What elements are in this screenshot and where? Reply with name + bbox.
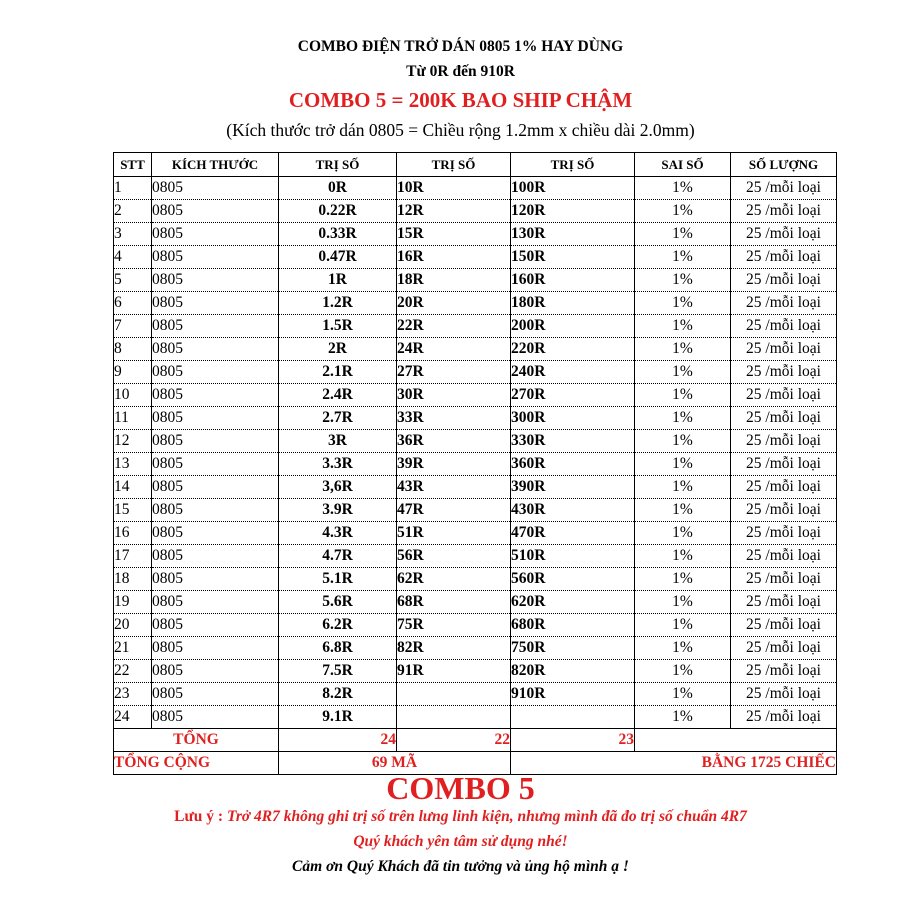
cell-size: 0805 [152,591,279,614]
cell-quantity: 25 /mỗi loại [731,568,837,591]
cell-value-1: 1.2R [279,292,397,315]
table-row [114,246,837,269]
cell-quantity: 25 /mỗi loại [731,200,837,223]
col-header-tolerance: SAI SỐ [635,153,731,177]
table-row [114,292,837,315]
cell-tolerance: 1% [635,706,731,729]
cell-stt: 1 [114,177,152,200]
table-row [114,315,837,338]
cell-size: 0805 [152,545,279,568]
cell-quantity: 25 /mỗi loại [731,499,837,522]
value-range: Từ 0R đến 910R [406,63,515,80]
cell-value-1: 4.3R [279,522,397,545]
cell-value-2: 82R [397,637,511,660]
cell-stt: 20 [114,614,152,637]
cell-value-3: 120R [511,200,635,223]
cell-tolerance: 1% [635,637,731,660]
cell-quantity: 25 /mỗi loại [731,384,837,407]
cell-stt: 22 [114,660,152,683]
cell-size: 0805 [152,407,279,430]
table-row [114,407,837,430]
cell-value-1: 0R [279,177,397,200]
cell-size: 0805 [152,246,279,269]
cell-size: 0805 [152,660,279,683]
cell-size: 0805 [152,683,279,706]
cell-size: 0805 [152,338,279,361]
totals-col-3: 23 [511,729,635,752]
cell-value-1: 4.7R [279,545,397,568]
cell-value-3: 820R [511,660,635,683]
cell-value-2: 15R [397,223,511,246]
cell-size: 0805 [152,430,279,453]
cell-size: 0805 [152,315,279,338]
cell-value-1: 6.2R [279,614,397,637]
thanks-line: Cảm ơn Quý Khách đã tin tưởng và ủng hộ mình ạ ! [292,858,629,875]
cell-value-1: 2.7R [279,407,397,430]
table-row [114,568,837,591]
cell-tolerance: 1% [635,545,731,568]
cell-stt: 6 [114,292,152,315]
table-row [114,177,837,200]
reassure-line: Quý khách yên tâm sử dụng nhé! [353,833,568,850]
cell-size: 0805 [152,568,279,591]
cell-stt: 3 [114,223,152,246]
cell-value-1: 5.6R [279,591,397,614]
cell-value-2 [397,706,511,729]
cell-tolerance: 1% [635,430,731,453]
cell-tolerance: 1% [635,246,731,269]
cell-stt: 21 [114,637,152,660]
cell-value-1: 9.1R [279,706,397,729]
cell-value-2: 47R [397,499,511,522]
cell-stt: 10 [114,384,152,407]
cell-stt: 12 [114,430,152,453]
totals-row [114,729,837,752]
totals-col-1: 24 [279,729,397,752]
cell-value-3: 560R [511,568,635,591]
grand-total-codes: 69 MÃ [279,752,511,775]
col-header-quantity: SỐ LƯỢNG [731,153,837,177]
cell-size: 0805 [152,476,279,499]
note-lead: Lưu ý : [174,808,227,825]
cell-size: 0805 [152,499,279,522]
totals-empty [635,729,837,752]
table-header [114,153,837,177]
cell-tolerance: 1% [635,200,731,223]
cell-quantity: 25 /mỗi loại [731,269,837,292]
cell-size: 0805 [152,200,279,223]
cell-stt: 16 [114,522,152,545]
cell-value-3: 300R [511,407,635,430]
col-header-value-2: TRỊ SỐ [397,153,511,177]
cell-tolerance: 1% [635,683,731,706]
grand-total-label: TỔNG CỘNG [114,752,279,775]
cell-value-1: 3.3R [279,453,397,476]
cell-value-3: 240R [511,361,635,384]
cell-quantity: 25 /mỗi loại [731,177,837,200]
cell-tolerance: 1% [635,660,731,683]
cell-value-2: 18R [397,269,511,292]
cell-value-3: 430R [511,499,635,522]
cell-quantity: 25 /mỗi loại [731,361,837,384]
cell-size: 0805 [152,453,279,476]
col-header-value-1: TRỊ SỐ [279,153,397,177]
cell-quantity: 25 /mỗi loại [731,430,837,453]
cell-tolerance: 1% [635,223,731,246]
cell-value-2: 43R [397,476,511,499]
cell-tolerance: 1% [635,476,731,499]
cell-tolerance: 1% [635,407,731,430]
table-row [114,430,837,453]
cell-quantity: 25 /mỗi loại [731,591,837,614]
cell-size: 0805 [152,177,279,200]
cell-value-2: 56R [397,545,511,568]
size-note: (Kích thước trở dán 0805 = Chiều rộng 1.2mm x chiều dài 2.0mm) [226,120,695,140]
cell-value-3: 330R [511,430,635,453]
cell-stt: 13 [114,453,152,476]
totals-col-2: 22 [397,729,511,752]
cell-value-1: 0.22R [279,200,397,223]
cell-value-2: 12R [397,200,511,223]
table-row [114,499,837,522]
cell-tolerance: 1% [635,269,731,292]
cell-size: 0805 [152,637,279,660]
cell-value-1: 7.5R [279,660,397,683]
table-row [114,476,837,499]
cell-value-2: 39R [397,453,511,476]
cell-size: 0805 [152,361,279,384]
col-header-size: KÍCH THƯỚC [152,153,279,177]
col-header-value-3: TRỊ SỐ [511,153,635,177]
note-text: Trở 4R7 không ghi trị số trên lưng linh kiện, nhưng mình đã đo trị số chuẩn 4R7 [226,808,747,825]
cell-size: 0805 [152,292,279,315]
cell-value-3: 160R [511,269,635,292]
cell-size: 0805 [152,223,279,246]
cell-value-1: 2R [279,338,397,361]
cell-quantity: 25 /mỗi loại [731,292,837,315]
table-row [114,361,837,384]
cell-stt: 2 [114,200,152,223]
cell-stt: 9 [114,361,152,384]
cell-value-2: 27R [397,361,511,384]
cell-quantity: 25 /mỗi loại [731,683,837,706]
table-row [114,384,837,407]
table-row [114,338,837,361]
table-row [114,706,837,729]
cell-value-1: 6.8R [279,637,397,660]
col-header-stt: STT [114,153,152,177]
cell-quantity: 25 /mỗi loại [731,522,837,545]
cell-value-2: 36R [397,430,511,453]
cell-value-3: 100R [511,177,635,200]
cell-quantity: 25 /mỗi loại [731,660,837,683]
cell-stt: 18 [114,568,152,591]
cell-value-3: 510R [511,545,635,568]
cell-size: 0805 [152,522,279,545]
table-row [114,591,837,614]
cell-value-1: 5.1R [279,568,397,591]
cell-value-1: 2.4R [279,384,397,407]
cell-stt: 14 [114,476,152,499]
table-row [114,637,837,660]
cell-quantity: 25 /mỗi loại [731,338,837,361]
cell-value-3: 620R [511,591,635,614]
cell-stt: 5 [114,269,152,292]
combo-offer: COMBO 5 = 200K BAO SHIP CHẬM [288,88,633,112]
cell-tolerance: 1% [635,177,731,200]
cell-value-3: 180R [511,292,635,315]
cell-stt: 4 [114,246,152,269]
cell-stt: 15 [114,499,152,522]
cell-quantity: 25 /mỗi loại [731,315,837,338]
cell-quantity: 25 /mỗi loại [731,453,837,476]
cell-tolerance: 1% [635,499,731,522]
table-row [114,522,837,545]
cell-quantity: 25 /mỗi loại [731,614,837,637]
cell-value-2: 16R [397,246,511,269]
cell-quantity: 25 /mỗi loại [731,545,837,568]
cell-value-1: 0.33R [279,223,397,246]
cell-value-1: 3,6R [279,476,397,499]
cell-value-2: 91R [397,660,511,683]
cell-value-1: 3.9R [279,499,397,522]
cell-quantity: 25 /mỗi loại [731,476,837,499]
cell-tolerance: 1% [635,591,731,614]
grand-total-pieces: BẰNG 1725 CHIẾC [511,752,837,775]
cell-value-3: 470R [511,522,635,545]
cell-value-2: 10R [397,177,511,200]
cell-value-3: 270R [511,384,635,407]
cell-stt: 23 [114,683,152,706]
note-line [0,808,921,826]
cell-value-3 [511,706,635,729]
table-row [114,200,837,223]
cell-quantity: 25 /mỗi loại [731,246,837,269]
table-row [114,614,837,637]
cell-stt: 17 [114,545,152,568]
cell-size: 0805 [152,384,279,407]
table-row [114,223,837,246]
cell-value-2: 33R [397,407,511,430]
cell-value-2: 22R [397,315,511,338]
cell-tolerance: 1% [635,453,731,476]
cell-tolerance: 1% [635,315,731,338]
cell-stt: 11 [114,407,152,430]
cell-value-3: 220R [511,338,635,361]
cell-size: 0805 [152,269,279,292]
cell-value-2: 24R [397,338,511,361]
cell-value-2 [397,683,511,706]
table-row [114,453,837,476]
cell-tolerance: 1% [635,292,731,315]
cell-value-3: 360R [511,453,635,476]
cell-tolerance: 1% [635,384,731,407]
cell-value-2: 51R [397,522,511,545]
cell-tolerance: 1% [635,361,731,384]
table-row [114,660,837,683]
cell-stt: 24 [114,706,152,729]
table-row [114,683,837,706]
cell-value-2: 68R [397,591,511,614]
cell-value-2: 75R [397,614,511,637]
cell-value-3: 200R [511,315,635,338]
cell-value-1: 1.5R [279,315,397,338]
cell-quantity: 25 /mỗi loại [731,223,837,246]
cell-value-3: 750R [511,637,635,660]
cell-tolerance: 1% [635,614,731,637]
cell-value-1: 3R [279,430,397,453]
cell-value-2: 62R [397,568,511,591]
cell-value-1: 1R [279,269,397,292]
cell-value-2: 20R [397,292,511,315]
cell-value-3: 390R [511,476,635,499]
table-row [114,269,837,292]
cell-value-1: 8.2R [279,683,397,706]
cell-tolerance: 1% [635,568,731,591]
cell-tolerance: 1% [635,338,731,361]
cell-stt: 8 [114,338,152,361]
cell-quantity: 25 /mỗi loại [731,407,837,430]
page-title: COMBO ĐIỆN TRỞ DÁN 0805 1% HAY DÙNG [297,38,624,55]
cell-value-3: 130R [511,223,635,246]
combo-banner: COMBO 5 [386,770,535,806]
cell-size: 0805 [152,614,279,637]
cell-quantity: 25 /mỗi loại [731,706,837,729]
cell-quantity: 25 /mỗi loại [731,637,837,660]
cell-value-2: 30R [397,384,511,407]
cell-value-3: 150R [511,246,635,269]
cell-value-3: 910R [511,683,635,706]
cell-stt: 19 [114,591,152,614]
cell-stt: 7 [114,315,152,338]
cell-value-1: 0.47R [279,246,397,269]
table-row [114,545,837,568]
cell-size: 0805 [152,706,279,729]
cell-value-1: 2.1R [279,361,397,384]
cell-tolerance: 1% [635,522,731,545]
totals-label: TỔNG [114,729,279,752]
resistor-table [113,152,837,775]
cell-value-3: 680R [511,614,635,637]
